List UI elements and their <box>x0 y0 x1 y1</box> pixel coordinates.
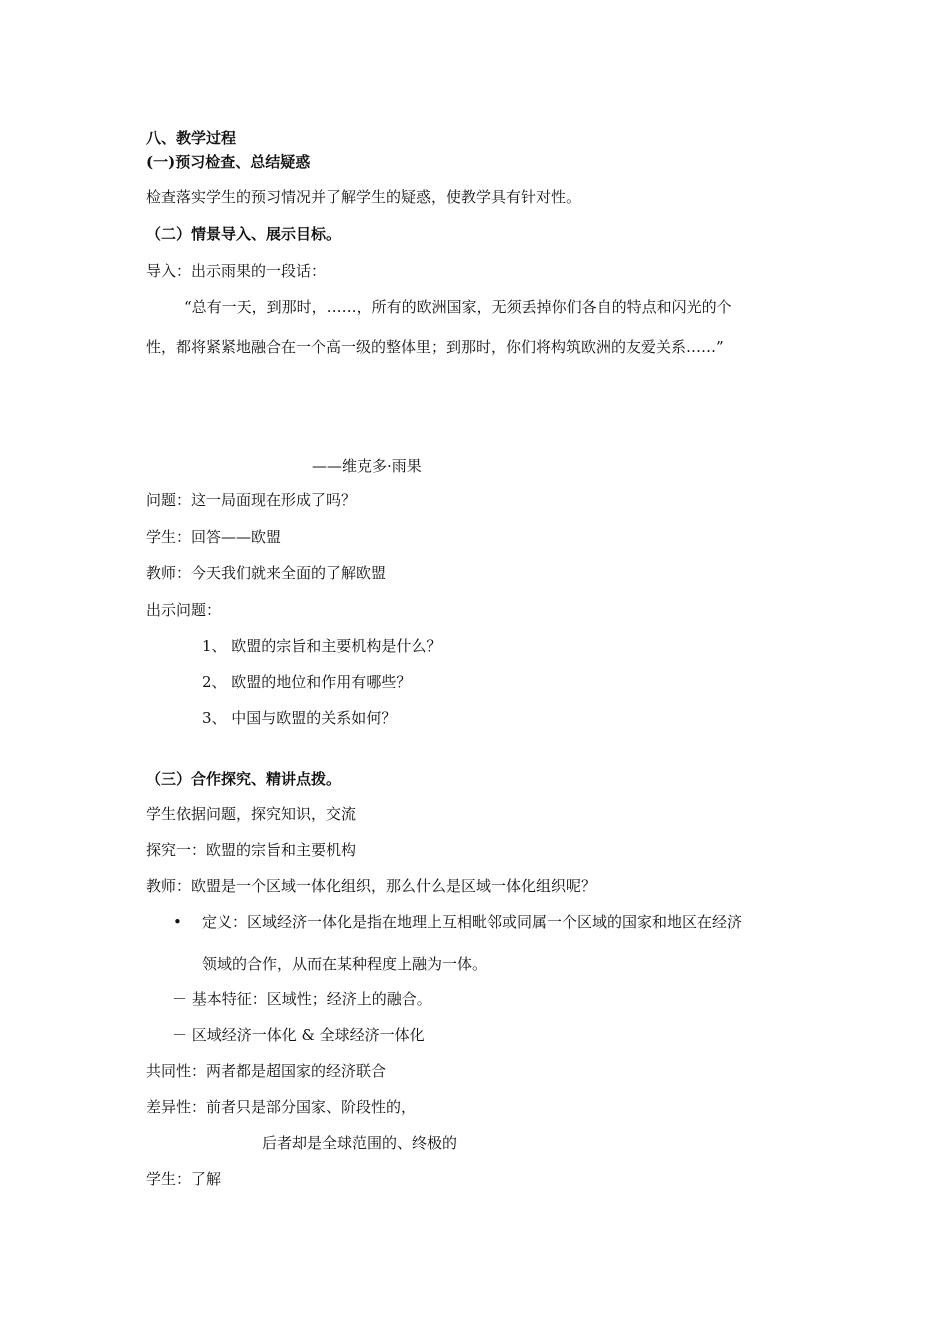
student-answer: 学生：回答——欧盟 <box>146 528 282 546</box>
question-item: 2、 欧盟的地位和作用有哪些？ <box>202 673 412 691</box>
student-end-line: 学生：了解 <box>146 1170 222 1188</box>
difference-line-2: 后者却是全球范围的、终极的 <box>262 1134 458 1152</box>
quote-attribution: ——维克多·雨果 <box>312 457 422 475</box>
question-item: 1、 欧盟的宗旨和主要机构是什么？ <box>202 637 442 655</box>
question-item: 3、 中国与欧盟的关系如何？ <box>202 709 397 727</box>
part1-text: 检查落实学生的预习情况并了解学生的疑惑，使教学具有针对性。 <box>146 188 582 206</box>
section-title: 八、教学过程 <box>146 129 237 147</box>
part3-line-1: 学生依据问题，探究知识，交流 <box>146 805 357 823</box>
quote-line-2: 性，都将紧紧地融合在一个高一级的整体里；到那时，你们将构筑欧洲的友爱关系……” <box>146 338 724 356</box>
part3-heading: （三）合作探究、精讲点拨。 <box>146 770 342 788</box>
question-line: 问题：这一局面现在形成了吗？ <box>146 491 357 509</box>
teacher-line: 教师：今天我们就来全面的了解欧盟 <box>146 564 387 582</box>
part2-intro: 导入：出示雨果的一段话： <box>146 262 327 280</box>
definition-line-2: 领域的合作，从而在某种程度上融为一体。 <box>202 955 488 973</box>
difference-line-1: 差异性：前者只是部分国家、阶段性的， <box>146 1098 417 1116</box>
part3-line-2: 探究一：欧盟的宗旨和主要机构 <box>146 841 357 859</box>
definition-line-1: 定义：区域经济一体化是指在地理上互相毗邻或同属一个区域的国家和地区在经济 <box>202 913 743 931</box>
part2-heading: （二）情景导入、展示目标。 <box>146 225 342 243</box>
part3-line-3: 教师：欧盟是一个区域一体化组织，那么什么是区域一体化组织呢？ <box>146 877 597 895</box>
dash-item-features: － 基本特征：区域性；经济上的融合。 <box>172 990 432 1008</box>
bullet-icon: • <box>173 913 182 931</box>
part1-heading: (一)预习检查、总结疑惑 <box>146 153 311 171</box>
common-line: 共同性：两者都是超国家的经济联合 <box>146 1062 387 1080</box>
dash-item-comparison: － 区域经济一体化 & 全球经济一体化 <box>172 1026 425 1044</box>
quote-line-1: “总有一天，到那时，……，所有的欧洲国家，无须丢掉你们各自的特点和闪光的个 <box>184 298 732 316</box>
show-questions-label: 出示问题： <box>146 601 222 619</box>
